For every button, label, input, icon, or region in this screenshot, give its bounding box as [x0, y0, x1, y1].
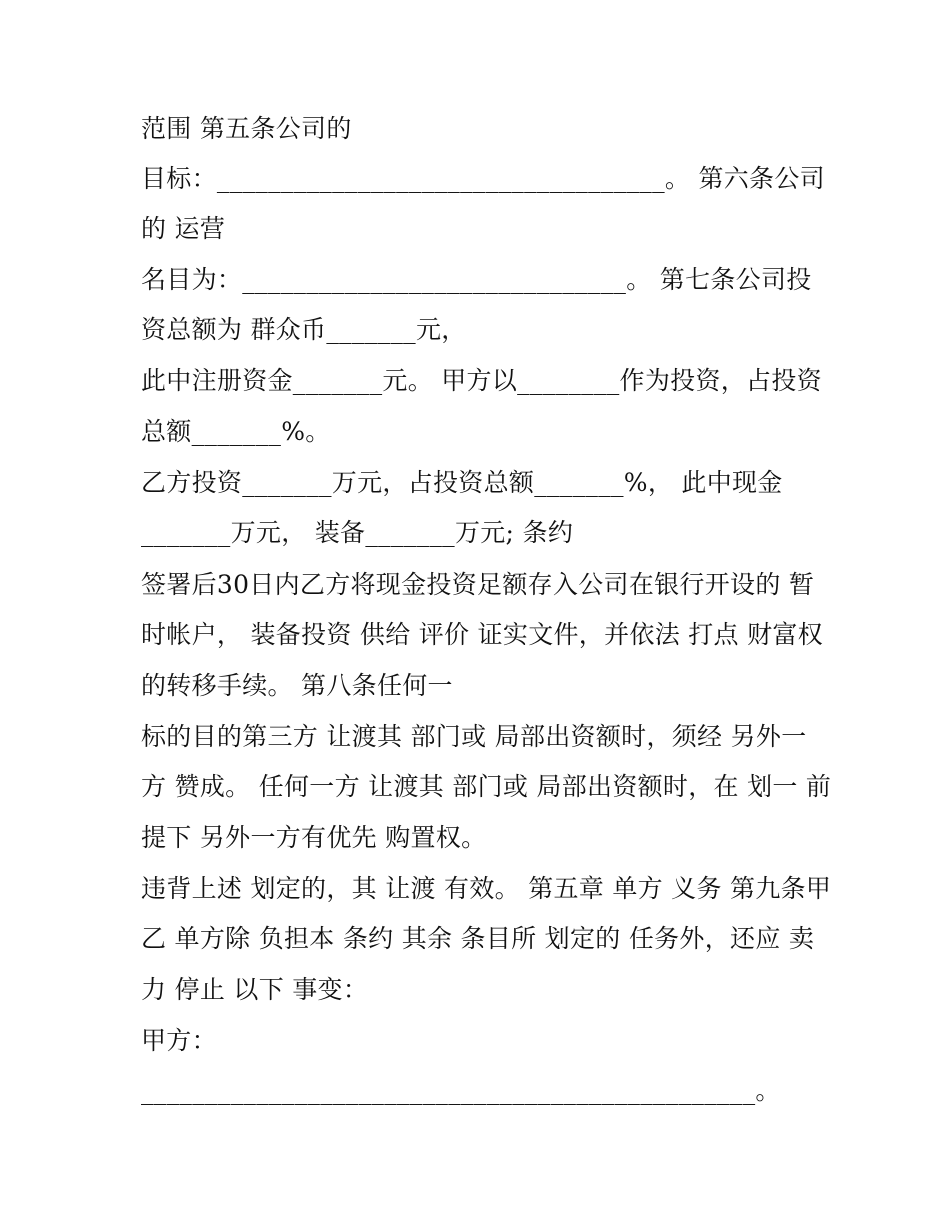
- text-line: 标的目的第三方 让渡其 部门或 局部出资额时，须经 另外一: [141, 722, 807, 751]
- text-line: 乙 单方除 负担本 条约 其余 条目所 划定的 任务外，还应 卖: [141, 924, 815, 953]
- text-line: 资总额为 群众币_______元，: [141, 315, 467, 344]
- text-line: 范围 第五条公司的: [141, 114, 352, 143]
- text-line: _______万元， 装备_______万元; 条约: [141, 518, 574, 547]
- text-line: 目标：___________________________________。 第六条公司: [141, 164, 825, 193]
- text-line: 总额_______%。: [141, 417, 331, 446]
- text-line: 违背上述 划定的，其 让渡 有效。 第五章 单方 义务 第九条甲: [141, 874, 832, 903]
- text-line: 名目为：______________________________。 第七条公司投: [141, 265, 812, 294]
- text-line: ________________________________________________。: [141, 1076, 781, 1105]
- text-line: 甲方：: [141, 1026, 217, 1055]
- text-line: 时帐户， 装备投资 供给 评价 证实文件，并依法 打点 财富权: [141, 620, 823, 649]
- text-line: 方 赞成。 任何一方 让渡其 部门或 局部出资额时，在 划一 前: [141, 772, 832, 801]
- text-line: 的转移手续。 第八条任何一: [141, 671, 453, 700]
- text-line: 力 停止 以下 事变：: [141, 975, 369, 1004]
- text-line: 此中注册资金_______元。 甲方以________作为投资，占投资: [141, 366, 822, 395]
- text-line: 的 运营: [141, 214, 226, 243]
- text-line: 签署后30日内乙方将现金投资足额存入公司在银行开设的 暂: [141, 570, 815, 599]
- text-line: 提下 另外一方有优先 购置权。: [141, 823, 487, 852]
- text-line: 乙方投资_______万元，占投资总额_______%， 此中现金: [141, 468, 783, 497]
